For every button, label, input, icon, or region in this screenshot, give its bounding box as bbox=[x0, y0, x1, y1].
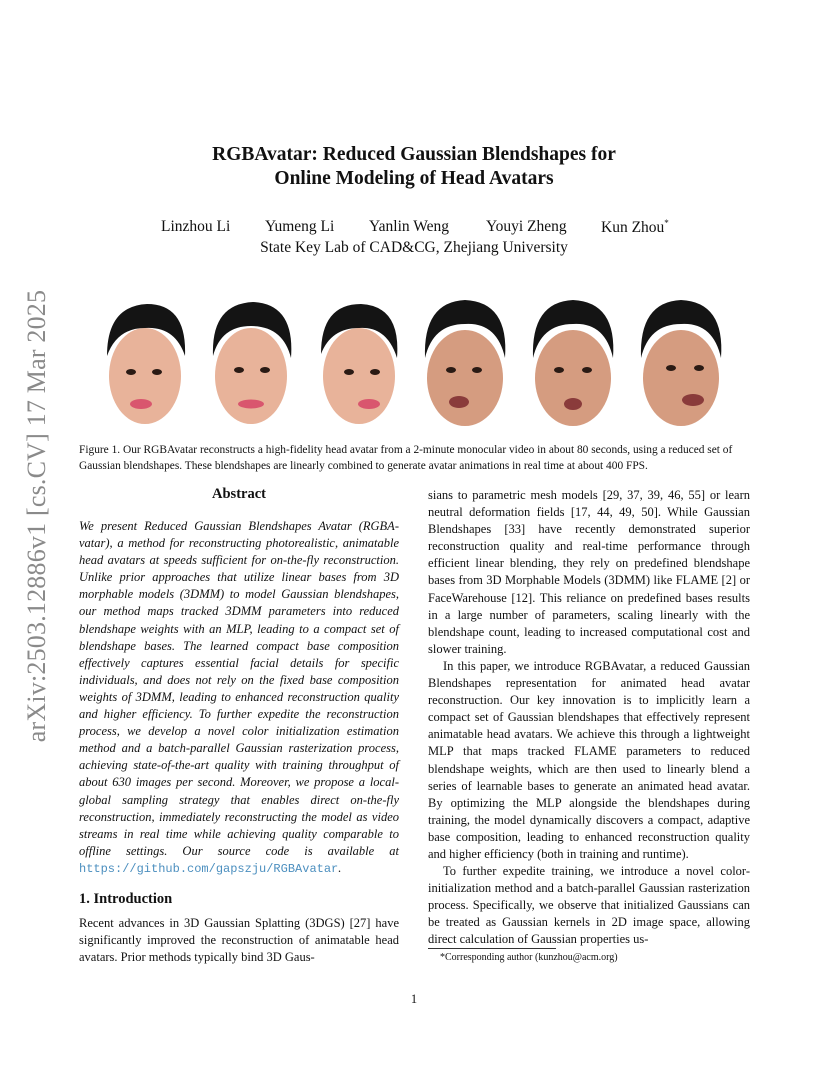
abstract-body bbox=[79, 518, 399, 878]
right-column bbox=[428, 487, 750, 949]
head-render-6 bbox=[631, 296, 731, 436]
right-paragraph-1: sians to parametric mesh models [29, 37, 39, 46, 55] or learn neutral deformation fields [17, 44, 49, 50]. While Gaussian Blendshapes [33] have recently demonstrated superior reconstruction quality and real-time performance through efficient linear blending, they rely on predefined blendshape bases from 3D Morphable Models (3DMM) like FLAME [2] or FaceWarehouse [12]. This reliance on predefined bases results in a large number of parameters, scaling linearly with the blendshape count, leading to increased computational cost and slower training. bbox=[428, 488, 750, 656]
title-line-2: Online Modeling of Head Avatars bbox=[274, 168, 554, 189]
right-paragraph-2: In this paper, we introduce RGBAvatar, a reduced Gaussian Blendshapes representation for animated head avatar reconstruction. Our key innovation is to implicitly learn a compact set of Gaussian blendshapes that effectively represent animatable head avatars. We achieve this through a lightweight MLP that maps tracked FLAME parameters to reduced blendshape weights, which are then used to linearly blend a series of learnable bases to generate an animated head avatar. By optimizing the MLP alongside the blendshapes during training, the model dynamically discovers a compact, adaptive base composition, leading to enhanced reconstruction quality and higher efficiency (both in training and runtime). bbox=[428, 658, 750, 861]
head-render-4 bbox=[415, 296, 515, 436]
page-number: 1 bbox=[410, 992, 418, 1006]
footnote: *Corresponding author (kunzhou@acm.org) bbox=[440, 952, 618, 963]
author-list bbox=[0, 218, 828, 238]
affiliation: State Key Lab of CAD&CG, Zhejiang University bbox=[260, 239, 568, 256]
title-line-1: RGBAvatar: Reduced Gaussian Blendshapes for bbox=[212, 144, 616, 165]
corresponding-mark: * bbox=[664, 218, 669, 228]
figure-1-caption: Figure 1. Our RGBAvatar reconstructs a high-fidelity head avatar from a 2-minute monocular video in about 80 seconds, using a reduced set of Gaussian blendshapes. These blendshapes are linearly combined to generate avatar animations in real time at about 400 FPS. bbox=[79, 444, 733, 472]
author-2: Yumeng Li bbox=[265, 218, 335, 235]
head-render-1 bbox=[95, 296, 195, 436]
right-paragraph-3: To further expedite training, we introduce a novel color-initialization method and a batch-parallel Gaussian rasterization process. Specifically, we observe that initialized Gaussians can be treated as Gaussian kernels in 2D image space, allowing direct calculation of Gaussian properties us- bbox=[428, 864, 750, 947]
paper-title bbox=[0, 143, 828, 191]
figure-1-image bbox=[95, 296, 735, 438]
arxiv-identifier-text: arXiv:2503.12886v1 [cs.CV] 17 Mar 2025 bbox=[22, 289, 51, 743]
head-render-5 bbox=[523, 296, 623, 436]
footnote-rule bbox=[428, 948, 556, 949]
author-1: Linzhou Li bbox=[161, 218, 231, 235]
abstract-heading: Abstract bbox=[212, 486, 266, 502]
intro-paragraph-1 bbox=[79, 915, 399, 966]
head-render-3 bbox=[307, 296, 407, 436]
abstract-text: We present Reduced Gaussian Blendshapes Avatar (RGBA-vatar), a method for reconstructing photorealistic, animatable head avatars at speeds sufficient for on-the-fly reconstruction. Unlike prior approaches that utilize linear bases from 3D morphable models (3DMM) to model Gaussian blendshapes, our method maps tracked 3DMM parameters into reduced blendshape weights with an MLP, leading to a compact set of blendshape bases. The learned compact base composition effectively captures essential facial details for specific individuals, and does not rely on the fixed base composition weights of 3DMM, leading to enhanced reconstruction quality and higher efficiency. To further expedite the reconstruction process, we develop a novel color initialization estimation method and a batch-parallel Gaussian rasterization process, achieving state-of-the-art quality with training throughput of about 630 images per second. Moreover, we propose a local-global sampling strategy that enables direct on-the-fly reconstruction, immediately reconstructing the model as video streams in real time while achieving quality comparable to offline settings. Our source code is available at bbox=[79, 519, 399, 858]
arxiv-identifier bbox=[22, 276, 52, 756]
intro-p1-text: Recent advances in 3D Gaussian Splatting (3DGS) [27] have significantly improved the reconstruction of animatable head avatars. Prior methods typically bind 3D Gaus- bbox=[79, 916, 399, 965]
author-5 bbox=[601, 218, 669, 237]
author-5-name: Kun Zhou bbox=[601, 219, 665, 237]
author-3: Yanlin Weng bbox=[369, 218, 449, 235]
head-render-2 bbox=[201, 296, 301, 436]
author-4: Youyi Zheng bbox=[486, 218, 567, 235]
code-link[interactable]: https://github.com/gapszju/RGBAvatar bbox=[79, 861, 339, 876]
intro-heading: 1. Introduction bbox=[79, 891, 173, 907]
abstract-end: . bbox=[338, 860, 342, 875]
